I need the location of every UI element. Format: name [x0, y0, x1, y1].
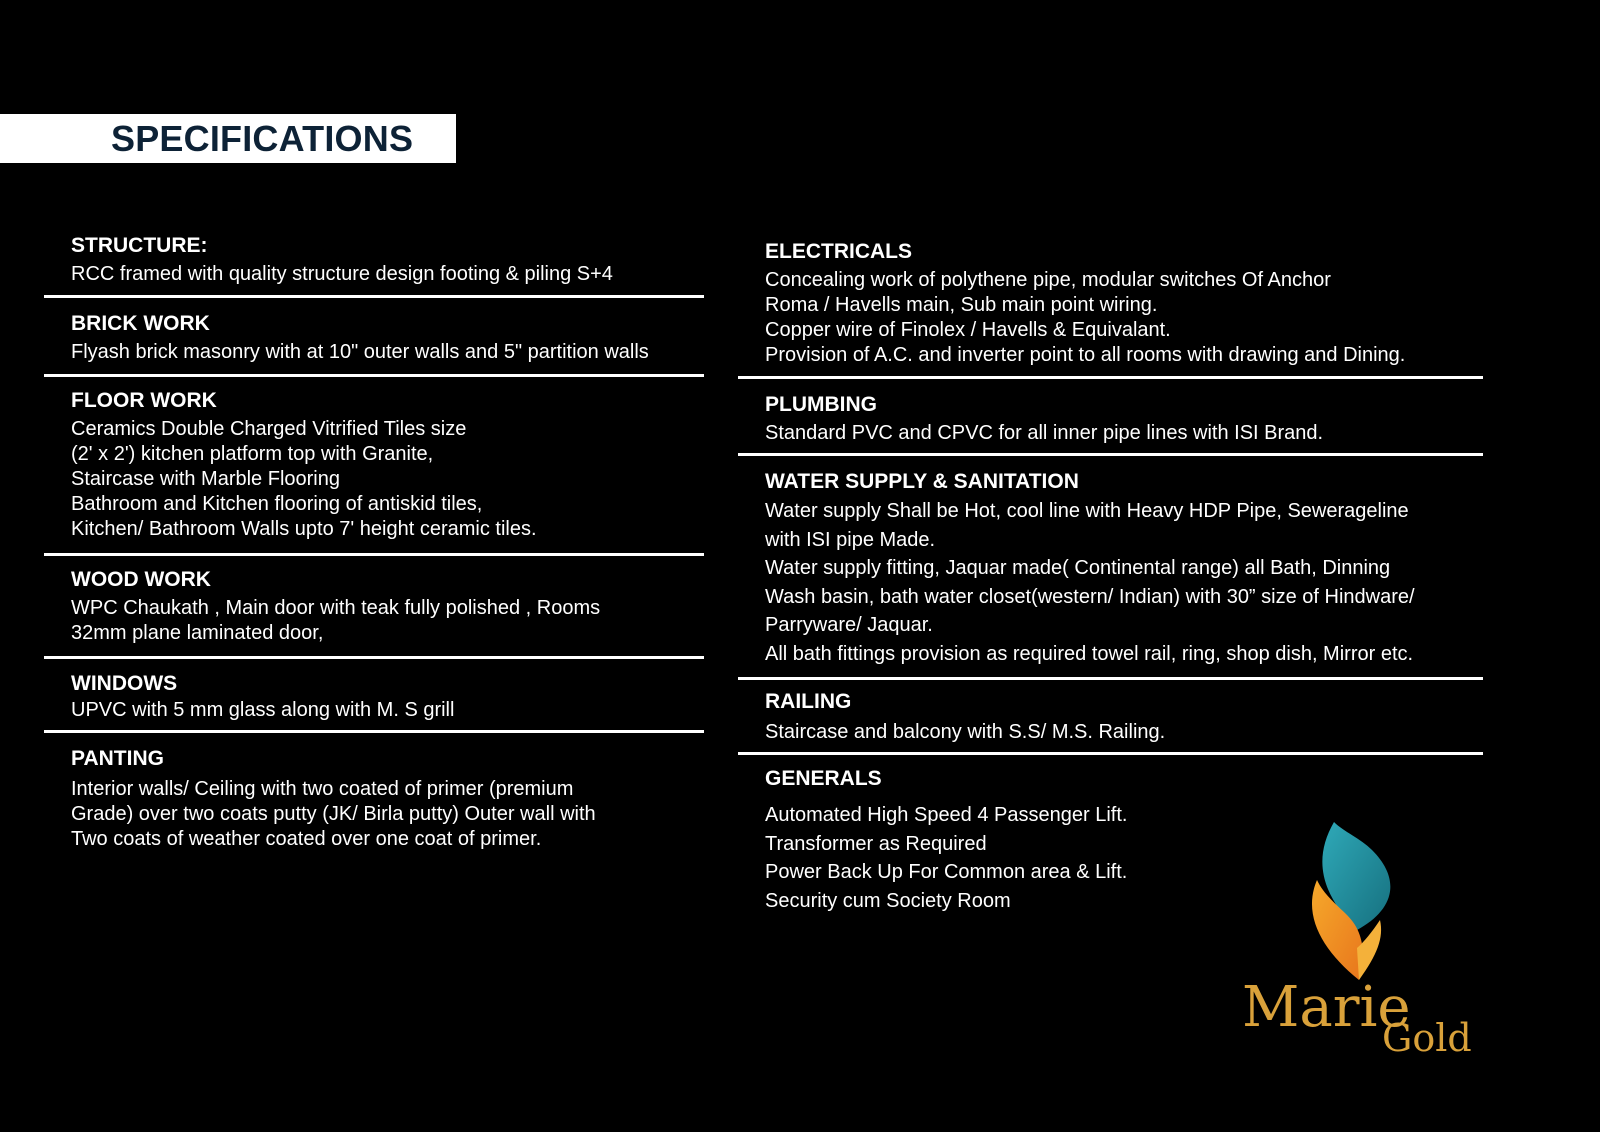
spec-water-supply — [765, 470, 1415, 668]
spec-electricals — [765, 240, 1405, 368]
spec-line: Interior walls/ Ceiling with two coated of primer (premium — [71, 778, 574, 800]
spec-heading: WINDOWS — [71, 672, 178, 695]
spec-line: with ISI pipe Made. — [765, 528, 936, 551]
divider — [44, 295, 704, 298]
spec-line: Transformer as Required — [765, 832, 987, 855]
spec-line: Kitchen/ Bathroom Walls upto 7' height ceramic tiles. — [71, 518, 537, 540]
logo-word-marie: Marie — [1242, 975, 1411, 1040]
spec-brick-work — [71, 312, 649, 365]
spec-plumbing — [765, 393, 1323, 446]
divider — [738, 752, 1483, 755]
spec-line: Ceramics Double Charged Vitrified Tiles size — [71, 418, 467, 440]
spec-heading: FLOOR WORK — [71, 389, 217, 412]
spec-heading: PANTING — [71, 747, 164, 770]
divider — [738, 677, 1483, 680]
spec-line: (2' x 2') kitchen platform top with Granite, — [71, 443, 434, 465]
spec-heading: BRICK WORK — [71, 312, 210, 335]
spec-line: Two coats of weather coated over one coat of primer. — [71, 828, 542, 850]
spec-line: Flyash brick masonry with at 10" outer walls and 5" partition walls — [71, 341, 649, 363]
spec-line: 32mm plane laminated door, — [71, 622, 324, 644]
spec-line: Staircase and balcony with S.S/ M.S. Railing. — [765, 721, 1166, 743]
divider — [44, 553, 704, 556]
spec-panting — [71, 747, 596, 852]
divider — [44, 656, 704, 659]
spec-line: Wash basin, bath water closet(western/ Indian) with 30” size of Hindware/ — [765, 585, 1415, 608]
spec-line: Concealing work of polythene pipe, modular switches Of Anchor — [765, 269, 1331, 291]
marie-gold-logo — [1242, 820, 1492, 1080]
spec-heading: WOOD WORK — [71, 568, 211, 591]
spec-line: Bathroom and Kitchen flooring of antiskid tiles, — [71, 493, 483, 515]
divider — [738, 453, 1483, 456]
spec-line: Copper wire of Finolex / Havells & Equivalant. — [765, 319, 1171, 341]
flame-leaf-icon — [1262, 820, 1492, 990]
spec-railing — [765, 690, 1165, 745]
spec-line: UPVC with 5 mm glass along with M. S grill — [71, 699, 455, 721]
title-band — [0, 114, 456, 163]
spec-floor-work — [71, 389, 537, 542]
spec-line: Provision of A.C. and inverter point to all rooms with drawing and Dining. — [765, 344, 1406, 366]
spec-line: Standard PVC and CPVC for all inner pipe lines with ISI Brand. — [765, 422, 1324, 444]
divider — [44, 374, 704, 377]
spec-line: Grade) over two coats putty (JK/ Birla putty) Outer wall with — [71, 803, 596, 825]
spec-heading: RAILING — [765, 690, 852, 713]
spec-line: Parryware/ Jaquar. — [765, 614, 933, 636]
spec-line: WPC Chaukath , Main door with teak fully polished , Rooms — [71, 597, 601, 619]
spec-line: Power Back Up For Common area & Lift. — [765, 861, 1128, 883]
divider — [738, 376, 1483, 379]
spec-line: Staircase with Marble Flooring — [71, 468, 340, 490]
spec-heading: STRUCTURE: — [71, 234, 208, 257]
spec-line: All bath fittings provision as required towel rail, ring, shop dish, Mirror etc. — [765, 642, 1414, 665]
spec-line: Roma / Havells main, Sub main point wiring. — [765, 294, 1158, 316]
divider — [44, 730, 704, 733]
spec-line: Water supply fitting, Jaquar made( Continental range) all Bath, Dinning — [765, 557, 1391, 579]
spec-windows — [71, 672, 454, 723]
spec-line: Water supply Shall be Hot, cool line with Heavy HDP Pipe, Sewerageline — [765, 500, 1409, 522]
spec-heading: WATER SUPPLY & SANITATION — [765, 470, 1079, 493]
spec-heading: PLUMBING — [765, 393, 877, 416]
page-title: SPECIFICATIONS — [111, 118, 414, 159]
spec-heading: ELECTRICALS — [765, 240, 912, 263]
spec-wood-work — [71, 568, 600, 646]
spec-heading: GENERALS — [765, 767, 882, 790]
spec-structure — [71, 234, 613, 287]
spec-line: Automated High Speed 4 Passenger Lift. — [765, 804, 1128, 826]
spec-line: Security cum Society Room — [765, 889, 1011, 912]
spec-generals — [765, 767, 1127, 915]
spec-line: RCC framed with quality structure design footing & piling S+4 — [71, 263, 613, 285]
logo-word-gold: Gold — [1382, 1016, 1472, 1060]
